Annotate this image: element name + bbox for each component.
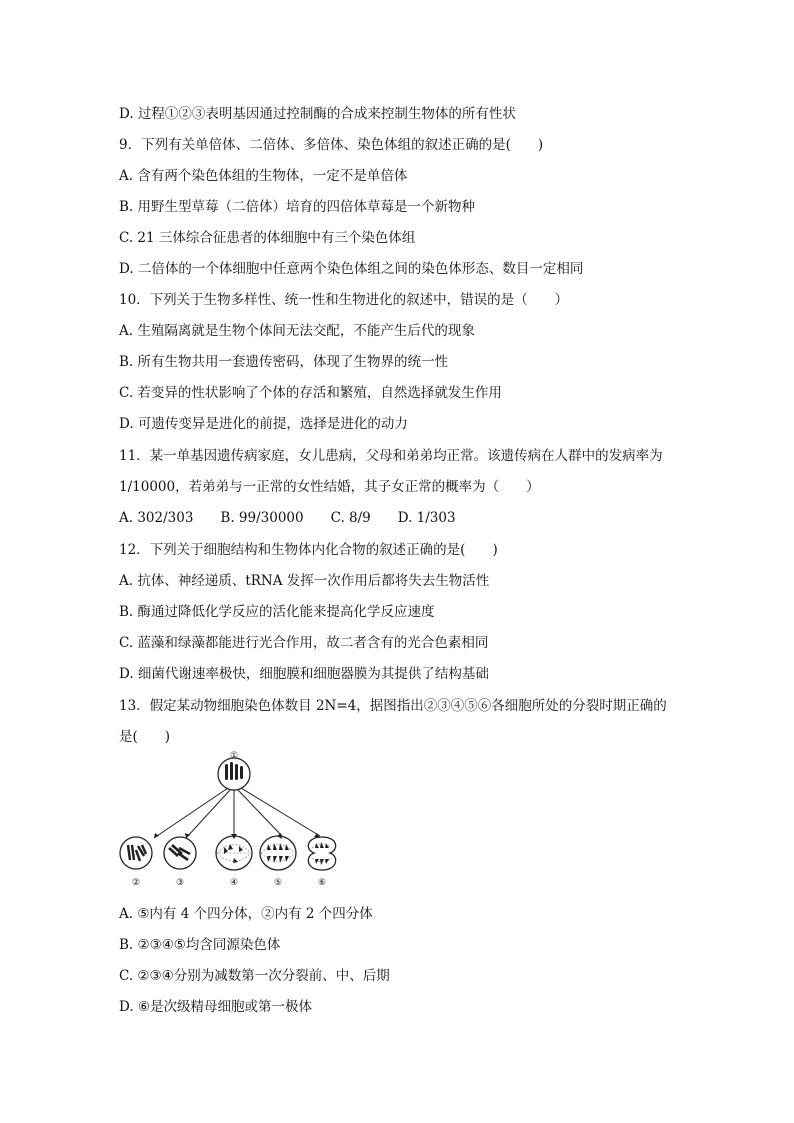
option-10b: B. 所有生物共用一套遗传密码，体现了生物界的统一性 <box>119 354 449 370</box>
label-2: ② <box>131 878 141 888</box>
question-12-stem: 12．下列关于细胞结构和生物体内化合物的叙述正确的是( ) <box>119 542 498 558</box>
option-12a: A. 抗体、神经递质、tRNA 发挥一次作用后都将失去生物活性 <box>119 573 490 589</box>
cell-6 <box>308 837 335 870</box>
option-10d: D. 可遗传变异是进化的前提，选择是进化的动力 <box>119 416 408 432</box>
option-13d: D. ⑥是次级精母细胞或第一极体 <box>119 999 313 1015</box>
question-11-options: A. 302/303 B. 99/30000 C. 8/9 D. 1/303 <box>119 510 456 526</box>
label-6: ⑥ <box>317 878 327 888</box>
option-10a: A. 生殖隔离就是生物个体间无法交配，不能产生后代的现象 <box>119 323 475 339</box>
label-3: ③ <box>175 878 185 888</box>
cell-3 <box>164 837 196 869</box>
question-9-stem: 9．下列有关单倍体、二倍体、多倍体、染色体组的叙述正确的是( ) <box>119 137 544 153</box>
question-10-stem: 10．下列关于生物多样性、统一性和生物进化的叙述中，错误的是（ ） <box>119 292 569 308</box>
question-11-stem-line1: 11．某一单基因遗传病家庭，女儿患病，父母和弟弟均正常。该遗传病在人群中的发病率为 <box>119 448 663 464</box>
question-13-stem-line2: 是( ) <box>119 729 171 745</box>
cell-1 <box>218 758 250 790</box>
division-arrows <box>154 788 320 838</box>
cell-4 <box>216 836 252 870</box>
option-9a: A. 含有两个染色体组的生物体，一定不是单倍体 <box>119 168 408 184</box>
option-13c: C. ②③④分别为减数第一次分裂前、中、后期 <box>119 968 390 984</box>
option-9d: D. 二倍体的一个体细胞中任意两个染色体组之间的染色体形态、数目一定相同 <box>119 261 584 277</box>
option-13b: B. ②③④⑤均含同源染色体 <box>119 937 281 953</box>
cell-2 <box>120 837 152 869</box>
option-12c: C. 蓝藻和绿藻都能进行光合作用，故二者含有的光合色素相同 <box>119 635 489 651</box>
question-11-stem-line2: 1/10000，若弟弟与一正常的女性结婚，其子女正常的概率为（ ） <box>119 479 540 495</box>
cell-5 <box>260 836 296 870</box>
option-9c: C. 21 三体综合征患者的体细胞中有三个染色体组 <box>119 230 416 246</box>
label-5: ⑤ <box>273 878 283 888</box>
cell-division-figure <box>116 750 346 890</box>
option-12d: D. 细菌代谢速率极快，细胞膜和细胞器膜为其提供了结构基础 <box>119 666 489 682</box>
label-4: ④ <box>229 878 239 888</box>
option-10c: C. 若变异的性状影响了个体的存活和繁殖，自然选择就发生作用 <box>119 385 502 401</box>
option-12b: B. 酶通过降低化学反应的活化能来提高化学反应速度 <box>119 604 435 620</box>
question-13-stem-line1: 13．假定某动物细胞染色体数目 2N=4，据图指出②③④⑤⑥各细胞所处的分裂时期正确的 <box>119 698 667 714</box>
option-13a: A. ⑤内有 4 个四分体，②内有 2 个四分体 <box>119 906 373 922</box>
option-8d: D. 过程①②③表明基因通过控制酶的合成来控制生物体的所有性状 <box>119 106 516 122</box>
option-9b: B. 用野生型草莓（二倍体）培育的四倍体草莓是一个新物种 <box>119 199 476 215</box>
label-1: ① <box>229 751 239 761</box>
